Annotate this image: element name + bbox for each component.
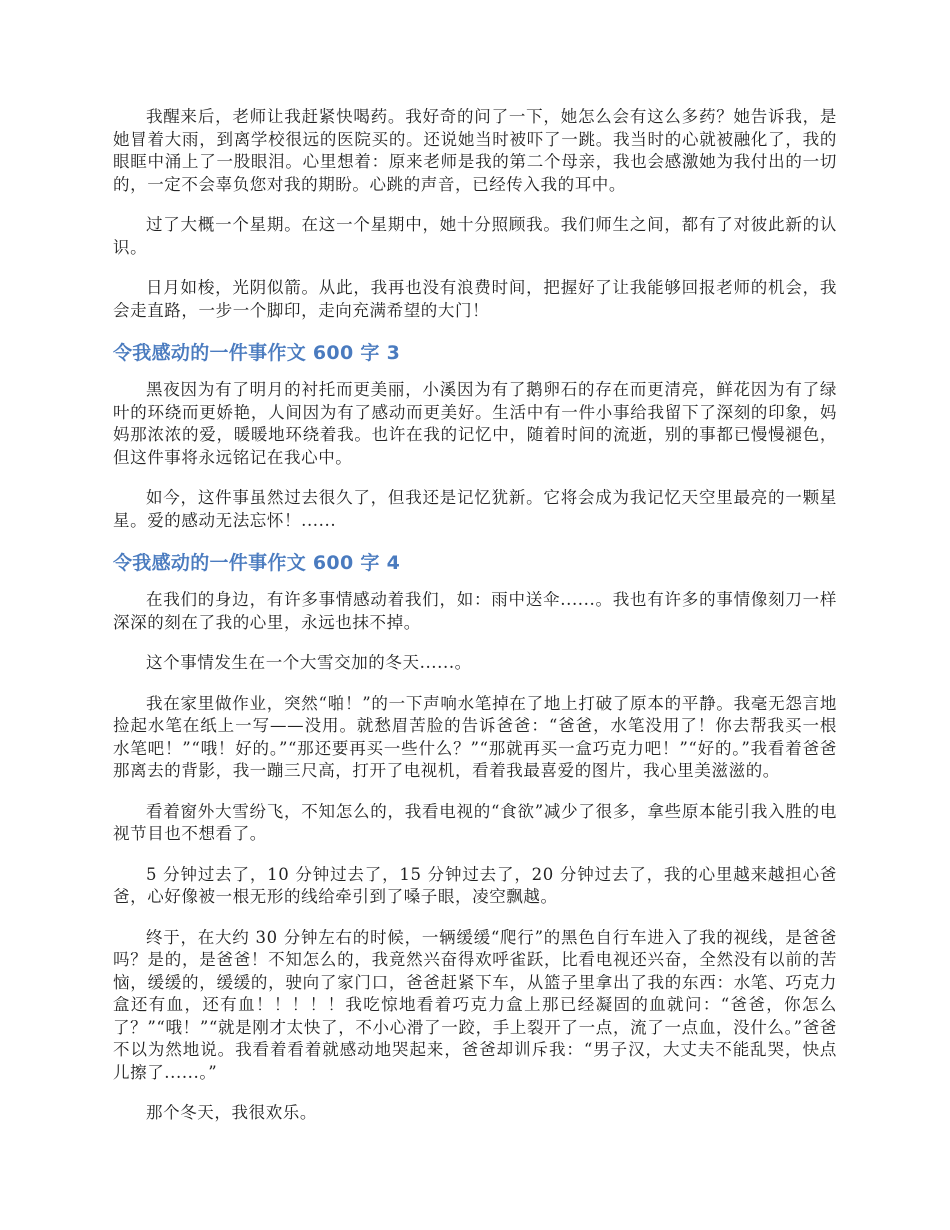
paragraph: 我醒来后，老师让我赶紧快喝药。我好奇的问了一下，她怎么会有这么多药？她告诉我，是她冒着大雨，到离学校很远的医院买的。还说她当时被吓了一跳。我当时的心就被融化了，我的眼眶中涌上了一股眼泪。心里想着：原来老师是我的第二个母亲，我也会感激她为我付出的一切的，一定不会辜负您对我的期盼。心跳的声音，已经传入我的耳中。 — [113, 107, 837, 194]
paragraph: 看着窗外大雪纷飞，不知怎么的，我看电视的“食欲”减少了很多，拿些原本能引我入胜的电视节目也不想看了。 — [113, 801, 837, 843]
paragraph: 日月如梭，光阴似箭。从此，我再也没有浪费时间，把握好了让我能够回报老师的机会，我会走直路，一步一个脚印，走向充满希望的大门！ — [113, 278, 837, 320]
paragraph: 黑夜因为有了明月的衬托而更美丽，小溪因为有了鹅卵石的存在而更清亮，鲜花因为有了绿叶的环绕而更娇艳，人间因为有了感动而更美好。生活中有一件小事给我留下了深刻的印象，妈妈那浓浓的爱，暖暖地环绕着我。也许在我的记忆中，随着时间的流逝，别的事都已慢慢褪色，但这件事将永远铭记在我心中。 — [113, 380, 837, 467]
section-heading-3: 令我感动的一件事作文 600 字 3 — [113, 342, 401, 364]
paragraph: 5 分钟过去了，10 分钟过去了，15 分钟过去了，20 分钟过去了，我的心里越来越担心爸爸，心好像被一根无形的线给牵引到了嗓子眼，凌空飘越。 — [113, 864, 837, 906]
paragraph: 终于，在大约 30 分钟左右的时候，一辆缓缓“爬行”的黑色自行车进入了我的视线，是爸爸吗？是的，是爸爸！不知怎么的，我竟然兴奋得欢呼雀跃，比看电视还兴奋，全然没有以前的苦恼，缓缓的，缓缓的，驶向了家门口，爸爸赶紧下车，从篮子里拿出了我的东西：水笔、巧克力盒还有血，还有血！！！！！我吃惊地看着巧克力盒上那已经凝固的血就问：“爸爸，你怎么了？”“哦！”“就是刚才太快了，不小心滑了一跤，手上裂开了一点，流了一点血，没什么。”爸爸不以为然地说。我看着看着就感动地哭起来，爸爸却训斥我：“男子汉，大丈夫不能乱哭，快点儿擦了......。” — [113, 927, 837, 1082]
paragraph: 如今，这件事虽然过去很久了，但我还是记忆犹新。它将会成为我记忆天空里最亮的一颗星星。爱的感动无法忘怀！...... — [113, 488, 837, 530]
paragraph: 在我们的身边，有许多事情感动着我们，如：雨中送伞......。我也有许多的事情像刻刀一样深深的刻在了我的心里，永远也抹不掉。 — [113, 590, 837, 632]
document-page — [113, 106, 837, 1143]
paragraph: 那个冬天，我很欢乐。 — [146, 1103, 317, 1122]
paragraph: 我在家里做作业，突然“啪！”的一下声响水笔掉在了地上打破了原本的平静。我毫无怨言地捡起水笔在纸上一写——没用。就愁眉苦脸的告诉爸爸：“爸爸，水笔没用了！你去帮我买一根水笔吧！”“哦！好的。”“那还要再买一些什么？”“那就再买一盒巧克力吧！”“好的。”我看着爸爸那离去的背影，我一蹦三尺高，打开了电视机，看着我最喜爱的图片，我心里美滋滋的。 — [113, 693, 837, 780]
paragraph: 这个事情发生在一个大雪交加的冬天......。 — [146, 653, 472, 672]
section-heading-4: 令我感动的一件事作文 600 字 4 — [113, 552, 401, 574]
paragraph: 过了大概一个星期。在这一个星期中，她十分照顾我。我们师生之间，都有了对彼此新的认识。 — [113, 215, 837, 257]
